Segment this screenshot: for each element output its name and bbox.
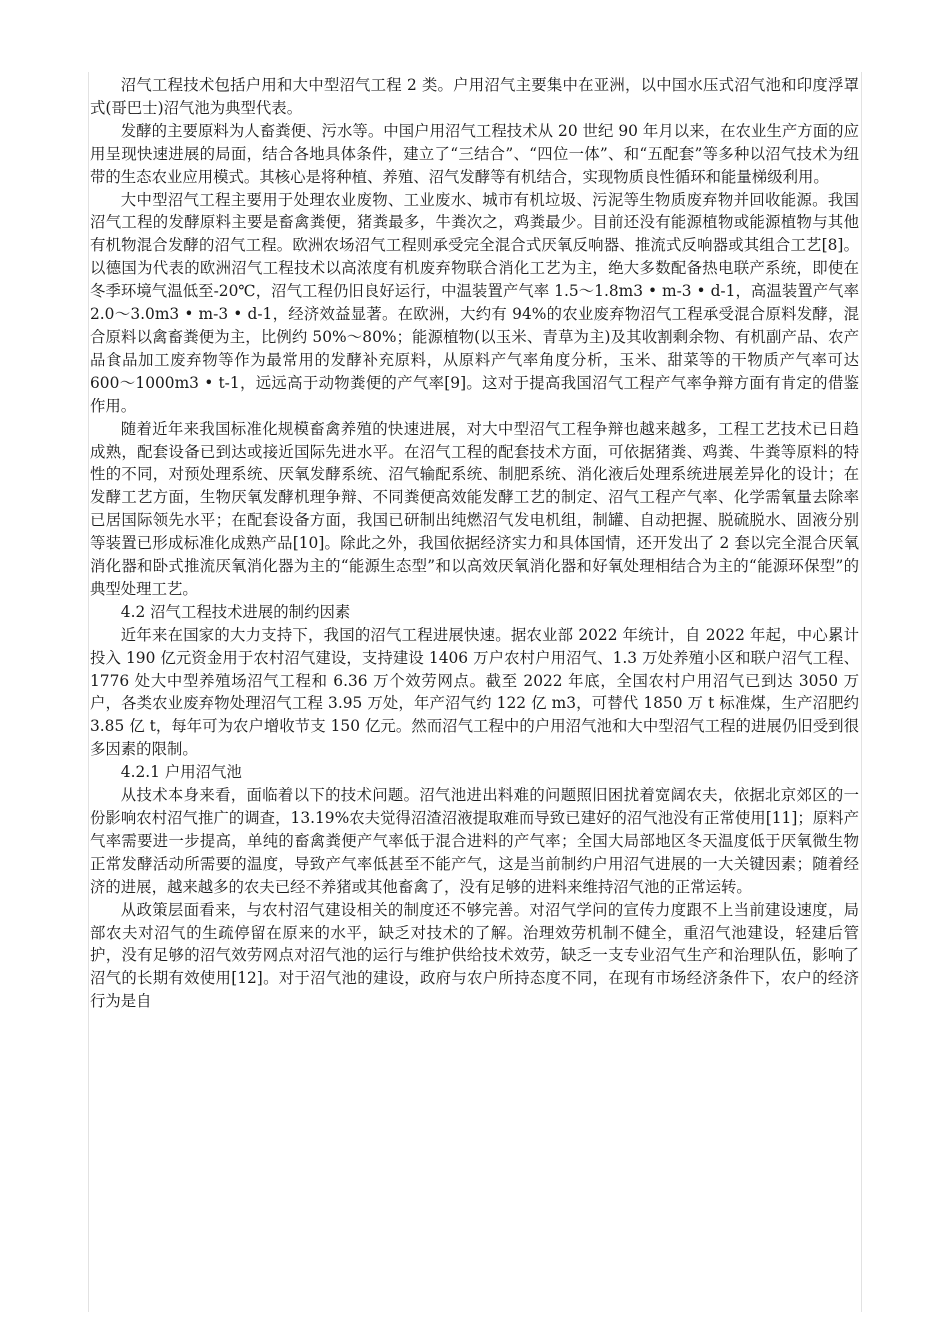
page-margin-line-right bbox=[861, 72, 862, 1312]
paragraph-7: 从政策层面看来，与农村沼气建设相关的制度还不够完善。对沼气学问的宣传力度跟不上当前建设速度，局部农夫对沼气的生疏停留在原来的水平，缺乏对技术的了解。治理效劳机制不健全，重沼气池建设，轻建后管护，没有足够的沼气效劳网点对沼气池的运行与维护供给技术效劳，缺乏一支专业沼气生产和治理队伍，影响了沼气的长期有效使用[12]。对于沼气池的建设，政府与农户所持态度不同，在现有市场经济条件下，农户的经济行为是自 bbox=[90, 900, 859, 1011]
section-heading-4-2: 4.2 沼气工程技术进展的制约因素 bbox=[120, 602, 351, 621]
paragraph-1: 沼气工程技术包括户用和大中型沼气工程 2 类。户用沼气主要集中在亚洲，以中国水压式沼气池和印度浮罩式(哥巴士)沼气池为典型代表。 bbox=[90, 76, 859, 117]
paragraph-5: 近年来在国家的大力支持下，我国的沼气工程进展快速。据农业部 2022 年统计，自 2022 年起，中心累计投入 190 亿元资金用于农村沼气建设，支持建设 1406 万户农村户用沼气、1.3 万处养殖小区和联户沼气工程、1776 处大中型养殖场沼气工程和 6.36 万个效劳网点。截至 2022 年底，全国农村户用沼气已到达 3050 万户，各类农业废弃物处理沼气工程 3.95 万处，年产沼气约 122 亿 m3，可替代 1850 万 t 标准煤，生产沼肥约 3.85 亿 t，每年可为农户增收节支 150 亿元。然而沼气工程中的户用沼气池和大中型沼气工程的进展仍旧受到很多因素的限制。 bbox=[90, 625, 859, 759]
paragraph-6: 从技术本身来看，面临着以下的技术问题。沼气池进出料难的问题照旧困扰着宽阔农夫，依据北京郊区的一份影响农村沼气推广的调查，13.19%农夫觉得沼渣沼液提取难而导致已建好的沼气池没有正常使用[11]；原料产气率需要进一步提高，单纯的畜禽粪便产气率低于混合进料的产气率；全国大局部地区冬天温度低于厌氧微生物正常发酵活动所需要的温度，导致产气率低甚至不能产气，这是当前制约户用沼气进展的一大关键因素；随着经济的进展，越来越多的农夫已经不养猪或其他畜禽了，没有足够的进料来维持沼气池的正常运转。 bbox=[90, 786, 859, 896]
document-body bbox=[90, 74, 859, 1013]
paragraph-4: 随着近年来我国标准化规模畜禽养殖的快速进展，对大中型沼气工程争辩也越来越多，工程工艺技术已日趋成熟，配套设备已到达或接近国际先进水平。在沼气工程的配套技术方面，可依据猪粪、鸡粪、牛粪等原料的特性的不同，对预处理系统、厌氧发酵系统、沼气输配系统、制肥系统、消化液后处理系统进展差异化的设计；在发酵工艺方面，生物厌氧发酵机理争辩、不同粪便高效能发酵工艺的制定、沼气工程产气率、化学需氧量去除率已居国际领先水平；在配套设备方面，我国已研制出纯燃沼气发电机组，制罐、自动把握、脱硫脱水、固液分别等装置已形成标准化成熟产品[10]。除此之外，我国依据经济实力和具体国情，还开发出了 2 套以完全混合厌氧消化器和卧式推流厌氧消化器为主的“能源生态型”和以高效厌氧消化器和好氧处理相结合为主的“能源环保型”的典型处理工艺。 bbox=[90, 419, 859, 598]
paragraph-2: 发酵的主要原料为人畜粪便、污水等。中国户用沼气工程技术从 20 世纪 90 年月以来，在农业生产方面的应用呈现快速进展的局面，结合各地具体条件，建立了“三结合”、“四位一体”、和“五配套”等多种以沼气技术为纽带的生态农业应用模式。其核心是将种植、养殖、沼气发酵等有机结合，实现物质良性循环和能量梯级利用。 bbox=[90, 121, 859, 186]
section-heading-4-2-1: 4.2.1 户用沼气池 bbox=[120, 763, 242, 782]
page-margin-line-left bbox=[88, 72, 89, 1312]
paragraph-3: 大中型沼气工程主要用于处理农业废物、工业废水、城市有机垃圾、污泥等生物质废弃物并回收能源。我国沼气工程的发酵原料主要是畜禽粪便，猪粪最多，牛粪次之，鸡粪最少。目前还没有能源植物或能源植物与其他有机物混合发酵的沼气工程。欧洲农场沼气工程则承受完全混合式厌氧反响器、推流式反响器或其组合工艺[8]。以德国为代表的欧洲沼气工程技术以高浓度有机废弃物联合消化工艺为主，绝大多数配备热电联产系统，即使在冬季环境气温低至-20℃，沼气工程仍旧良好运行，中温装置产气率 1.5～1.8m3 • m-3 • d-1，高温装置产气率 2.0～3.0m3 • m-3 • d-1，经济效益显著。在欧洲，大约有 94%的农业废弃物沼气工程承受混合原料发酵，混合原料以禽畜粪便为主，比例约 50%～80%；能源植物(以玉米、青草为主)及其收割剩余物、有机副产品、农产品食品加工废弃物等作为最常用的发酵补充原料，从原料产气率角度分析，玉米、甜菜等的干物质产气率可达 600～1000m3 • t-1，远远高于动物粪便的产气率[9]。这对于提高我国沼气工程产气率争辩方面有肯定的借鉴作用。 bbox=[90, 190, 859, 415]
